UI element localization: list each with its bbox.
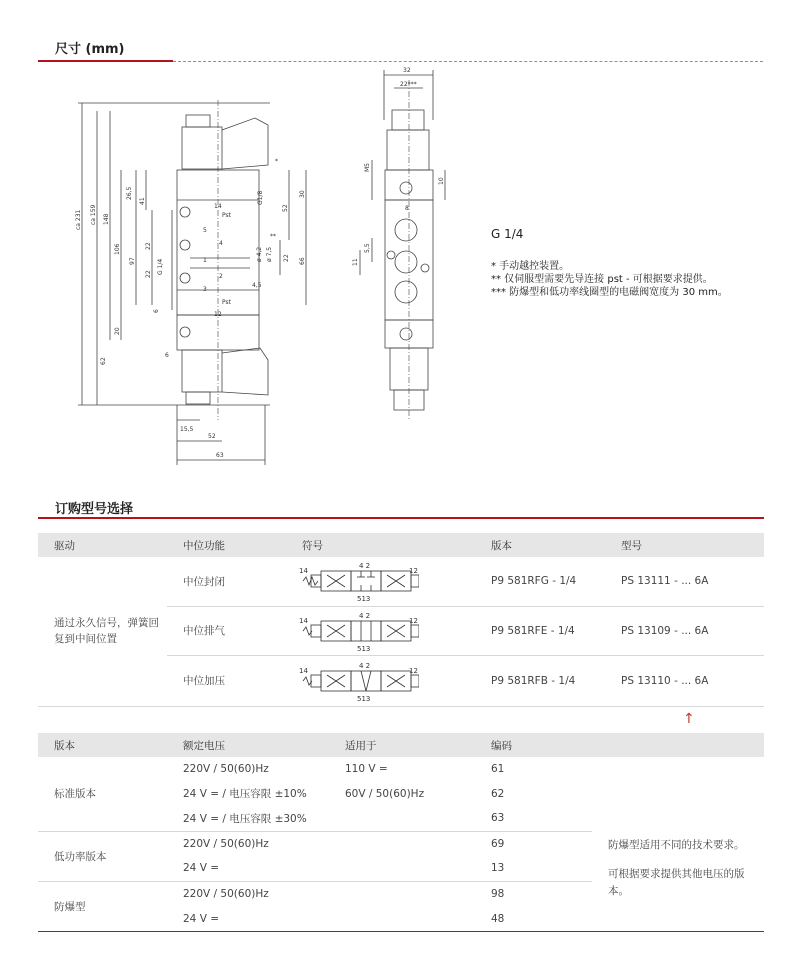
dim-66: 66	[299, 257, 306, 265]
star2-label: **	[270, 233, 276, 240]
symbol-top-label: 4 2	[359, 562, 371, 571]
header-model: 型号	[605, 533, 764, 557]
table-row	[38, 757, 764, 781]
bottom-rule	[38, 931, 764, 932]
dim-22a: 22	[145, 242, 152, 250]
side-5-5: 5,5	[364, 243, 371, 253]
port-2: 2	[219, 273, 223, 280]
voltage-header-row	[38, 733, 764, 757]
header-suitable-for: 适用于	[329, 733, 475, 757]
dim-62: 62	[100, 357, 107, 365]
table-row	[38, 557, 764, 606]
port-3: 3	[203, 286, 207, 293]
dim-22b: 22	[145, 270, 152, 278]
ordering-header-row	[38, 533, 764, 557]
side-8: 8	[405, 205, 409, 212]
g14-label: G 1/4	[491, 227, 524, 241]
symbol-bottom-label: 513	[357, 595, 371, 604]
function-cell: 中位加压	[167, 655, 299, 706]
for-cell	[329, 856, 475, 881]
symbol-right-label: 12	[409, 616, 418, 625]
valve-symbol-pressure	[299, 659, 419, 703]
edition-cell: 低功率版本	[38, 831, 167, 881]
for-cell	[329, 881, 475, 906]
side-22: 22***	[400, 81, 417, 88]
edition-cell: 防爆型	[54, 900, 86, 913]
dim-52v: 52	[282, 204, 289, 212]
code-cell: 61	[491, 763, 505, 775]
dim-148: 148	[103, 213, 110, 225]
upper-coil	[182, 127, 222, 169]
header-symbol: 符号	[299, 533, 475, 557]
symbol-left-label: 14	[299, 666, 308, 675]
port-1: 1	[203, 257, 207, 264]
dim-6a: 6	[153, 309, 160, 313]
dimension-notes	[491, 260, 728, 299]
function-cell: 中位排气	[167, 606, 299, 655]
lower-connector	[186, 392, 210, 404]
valve-symbol-exhaust	[299, 609, 419, 653]
symbol-cell	[299, 606, 475, 655]
model-cell: PS 13110 - ... 6A	[605, 655, 764, 706]
voltage-note-1: 防爆型适用不同的技术要求。	[608, 839, 745, 851]
dim-106: 106	[114, 243, 121, 255]
rated-cell: 24 V = / 电压容限 ±30%	[167, 806, 329, 831]
drive-cell	[38, 557, 167, 706]
model-cell: PS 13111 - ... 6A	[605, 557, 764, 606]
lower-coil	[182, 350, 222, 392]
function-cell: 中位封闭	[167, 557, 299, 606]
for-cell	[329, 831, 475, 856]
dim-22c: 22	[283, 254, 290, 262]
for-cell: 60V / 50(60)Hz	[345, 787, 425, 800]
dim-63: 63	[216, 452, 224, 459]
symbol-cell	[299, 557, 475, 606]
edition-cell: 标准版本	[38, 757, 167, 831]
side-10: 10	[438, 177, 445, 185]
dim-4-5: 4,5	[252, 282, 262, 289]
side-32: 32	[403, 67, 411, 74]
for-cell	[329, 806, 475, 831]
symbol-left-label: 14	[299, 616, 308, 625]
symbol-bottom-label: 513	[357, 694, 371, 703]
voltage-notes	[592, 831, 764, 931]
rated-cell: 220V / 50(60)Hz	[183, 763, 269, 775]
code-cell: 13	[475, 856, 592, 881]
drive-text: 通过永久信号，弹簧回复到中间位置	[54, 617, 159, 646]
symbol-top-label: 4 2	[359, 611, 371, 620]
symbol-top-label: 4 2	[359, 661, 371, 670]
note-2: ** 仅伺服型需要先导连接 pst - 可根据要求提供。	[491, 274, 713, 285]
header-rated-voltage: 额定电压	[167, 733, 329, 757]
model-cell: PS 13109 - ... 6A	[605, 606, 764, 655]
note-1: * 手动越控装置。	[491, 261, 570, 272]
side-upper-coil	[387, 130, 429, 170]
note-3: *** 防爆型和低功率线圈型的电磁阀宽度为 30 mm。	[491, 287, 728, 298]
star-label: *	[275, 158, 278, 165]
rated-cell: 220V / 50(60)Hz	[183, 887, 269, 900]
for-cell	[329, 906, 475, 931]
ordering-table	[38, 533, 764, 707]
header-version: 版本	[475, 533, 605, 557]
dim-41: 41	[139, 197, 146, 205]
dim-ca231: ca 231	[75, 209, 82, 230]
version-cell: P9 581RFG - 1/4	[475, 557, 605, 606]
header-edition: 版本	[38, 733, 167, 757]
red-arrow-indicator: ↑	[683, 711, 695, 727]
dim-20: 20	[114, 327, 121, 335]
dim-30: 30	[299, 190, 306, 198]
header-blank	[592, 733, 764, 757]
ordering-title-underline	[38, 517, 764, 519]
code-cell: 98	[491, 887, 505, 900]
port-14: 14	[214, 203, 222, 210]
upper-connector	[186, 115, 210, 127]
pst-label-1: Pst	[222, 212, 231, 219]
rated-cell: 24 V =	[183, 912, 220, 925]
version-cell: P9 581RFB - 1/4	[475, 655, 605, 706]
dimension-drawing	[0, 0, 800, 480]
dim-4-2: ø 4,2	[256, 246, 263, 262]
version-cell: P9 581RFE - 1/4	[475, 606, 605, 655]
pst-label-2: Pst	[222, 299, 231, 306]
side-11: 11	[352, 258, 359, 266]
dim-7-5: ø 7,5	[266, 246, 273, 262]
dim-ca159: ca 159	[90, 204, 97, 225]
for-cell: 110 V =	[345, 763, 388, 775]
dim-6b: 6	[165, 352, 169, 359]
symbol-bottom-label: 513	[357, 644, 371, 653]
symbol-right-label: 12	[409, 567, 418, 576]
rated-cell: 24 V =	[167, 856, 329, 881]
table-row	[38, 831, 764, 856]
code-cell: 48	[491, 912, 505, 925]
dim-15-5: 15,5	[180, 426, 194, 433]
voltage-table	[38, 733, 764, 931]
code-cell: 63	[475, 806, 592, 831]
dimensions-title: 尺寸 (mm)	[55, 42, 125, 57]
ordering-title: 订购型号选择	[55, 502, 134, 517]
dim-26-5: 26,5	[126, 186, 133, 200]
symbol-left-label: 14	[299, 567, 308, 576]
dim-97: 97	[129, 257, 136, 265]
symbol-right-label: 12	[409, 666, 418, 675]
code-cell: 62	[491, 787, 505, 800]
dim-52h: 52	[208, 433, 216, 440]
valve-symbol-closed	[299, 559, 419, 603]
header-function: 中位功能	[167, 533, 299, 557]
header-drive: 驱动	[38, 533, 167, 557]
symbol-cell	[299, 655, 475, 706]
port-5: 5	[203, 227, 207, 234]
dim-g18: G1/8	[257, 190, 264, 205]
side-m5: M5	[364, 163, 371, 172]
port-12: 12	[214, 311, 222, 318]
rated-cell: 220V / 50(60)Hz	[183, 837, 269, 850]
dim-g14: G 1/4	[157, 258, 164, 275]
port-4: 4	[219, 240, 223, 247]
voltage-note-2: 可根据要求提供其他电压的版本。	[608, 868, 745, 897]
rated-cell: 24 V = / 电压容限 ±10%	[183, 788, 307, 800]
header-code: 编码	[475, 733, 592, 757]
code-cell: 69	[491, 837, 505, 850]
